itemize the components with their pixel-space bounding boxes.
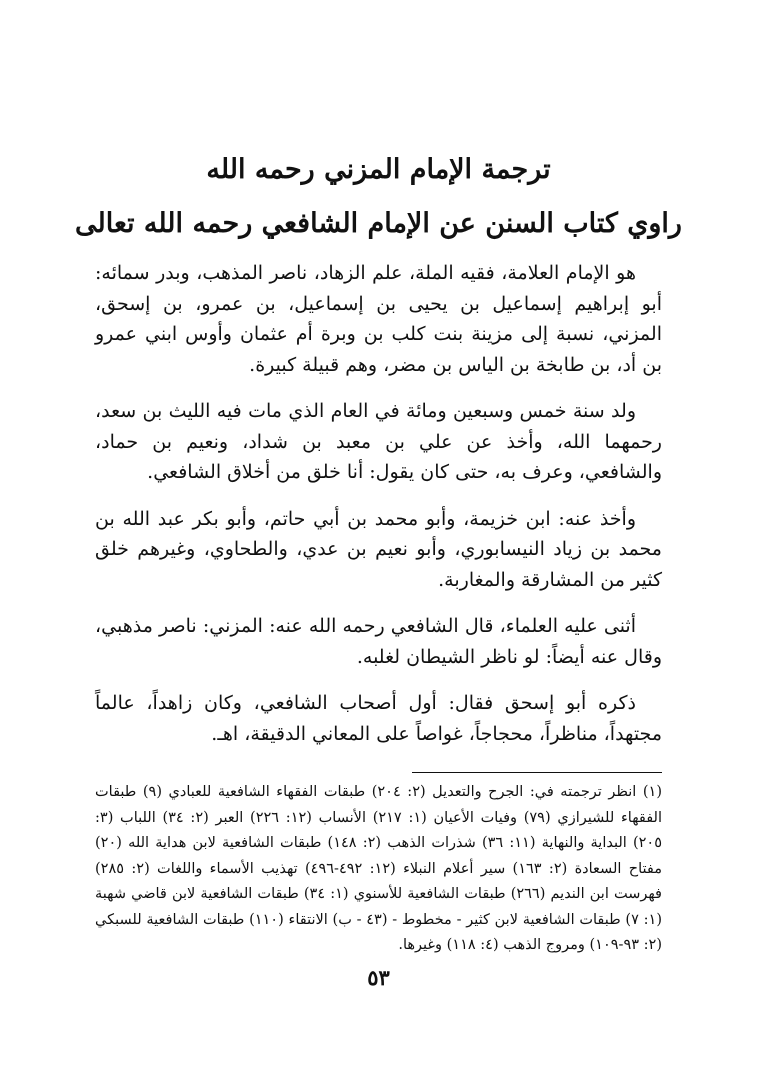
page-title: ترجمة الإمام المزني رحمه الله: [206, 154, 551, 185]
paragraph-praise: أثنى عليه العلماء، قال الشافعي رحمه الله عنه: المزني: ناصر مذهبي، وقال عنه أيضاً: لو ناظر الشيطان لغلبه.: [95, 615, 662, 668]
paragraph-name-lineage: هو الإمام العلامة، فقيه الملة، علم الزهاد، ناصر المذهب، وبدر سمائه: أبو إبراهيم إسماعيل بن يحيى بن إسماعيل، بن عمرو، بن إسحق، المزني، نسبة إلى مزينة بنت كلب بن وبرة أم عثمان وأوس ابني عمرو بن أد، بن طابخة بن الياس بن مضر، وهم قبيلة كبيرة.: [95, 262, 662, 376]
footnote-divider: [412, 772, 662, 773]
page-number: ٥٣: [367, 965, 390, 990]
page-subtitle: راوي كتاب السنن عن الإمام الشافعي رحمه الله تعالى: [75, 208, 682, 239]
paragraph-students: وأخذ عنه: ابن خزيمة، وأبو محمد بن أبي حاتم، وأبو بكر عبد الله بن محمد بن زياد النيسابوري، وأبو نعيم بن عدي، والطحاوي، وغيرهم خلق كثير من المشارقة والمغاربة.: [95, 507, 662, 591]
biography-text: [95, 258, 662, 765]
paragraph-birth-teachers: ولد سنة خمس وسبعين ومائة في العام الذي مات فيه الليث بن سعد، رحمهما الله، وأخذ عن علي بن معبد بن شداد، ونعيم بن حماد، والشافعي، وعرف به، حتى كان يقول: أنا خلق من أخلاق الشافعي.: [95, 400, 662, 483]
paragraph-abu-ishaq: ذكره أبو إسحق فقال: أول أصحاب الشافعي، وكان زاهداً، عالماً مجتهداً، مناظراً، محجاجاً، غواصاً على المعاني الدقيقة، اهـ.: [95, 692, 662, 745]
footnote: (١) انظر ترجمته في: الجرح والتعديل (٢: ٢٠٤) طبقات الفقهاء الشافعية للعبادي (٩) طبقات الفقهاء للشيرازي (٧٩) وفيات الأعيان (١: ٢١٧) الأنساب (١٢: ٢٢٦) العبر (٢: ٣٤) اللباب (٣: ٢٠٥) البداية والنهاية (١١: ٣٦) شذرات الذهب (٢: ١٤٨) طبقات الشافعية لابن هداية الله (٢٠) مفتاح السعادة (٢: ١٦٣) سير أعلام النبلاء (١٢: ٤٩٢-٤٩٦) تهذيب الأسماء واللغات (٢: ٢٨٥) فهرست ابن النديم (٢٦٦) طبقات الشافعية للأسنوي (١: ٣٤) طبقات الشافعية لابن قاضي شهبة (١: ٧) طبقات الشافعية لابن كثير - مخطوط - (٤٣ - ب) الانتقاء (١١٠) طبقات الشافعية للسبكي (٢: ٩٣-١٠٩) ومروج الذهب (٤: ١١٨) وغيرها.: [95, 784, 663, 953]
